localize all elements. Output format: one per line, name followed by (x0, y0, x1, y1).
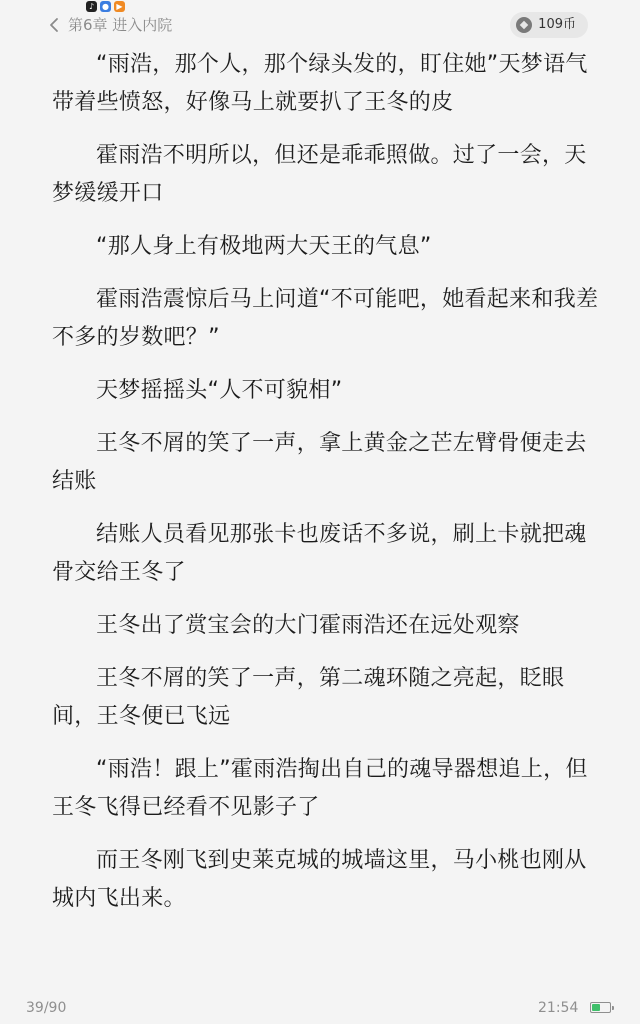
coin-icon (516, 17, 532, 33)
clock: 21:54 (538, 1000, 579, 1016)
battery-icon (590, 1002, 611, 1013)
reader-footer (0, 992, 640, 1024)
chapter-content[interactable] (52, 46, 600, 933)
page-indicator: 39/90 (26, 1000, 67, 1016)
paragraph: 而王冬刚飞到史莱克城的城墙这里，马小桃也刚从城内飞出来。 (52, 848, 587, 911)
chevron-left-icon (49, 17, 59, 33)
paragraph: “那人身上有极地两大天王的气息” (96, 234, 432, 259)
status-bar (0, 0, 640, 11)
tiktok-icon: ♪ (86, 1, 97, 12)
coin-balance: 109币 (538, 17, 576, 32)
back-button[interactable] (44, 14, 64, 36)
app-blue-icon: ● (100, 1, 111, 12)
app-orange-icon: ▶ (114, 1, 125, 12)
paragraph: 结账人员看见那张卡也废话不多说，刷上卡就把魂骨交给王冬了 (52, 522, 587, 585)
coin-balance-button[interactable] (510, 12, 588, 38)
paragraph: 天梦摇摇头“人不可貌相” (96, 378, 343, 403)
reader-header (0, 8, 640, 42)
paragraph: “雨浩！跟上”霍雨浩掏出自己的魂导器想追上，但王冬飞得已经看不见影子了 (52, 757, 588, 820)
chapter-title[interactable]: 第6章 进入内院 (68, 16, 173, 34)
battery-level-fill (592, 1004, 600, 1011)
paragraph: 王冬不屑的笑了一声，拿上黄金之芒左臂骨便走去结账 (52, 431, 587, 494)
paragraph: 霍雨浩不明所以，但还是乖乖照做。过了一会，天梦缓缓开口 (52, 143, 587, 206)
paragraph: “雨浩，那个人，那个绿头发的，盯住她”天梦语气带着些愤怒，好像马上就要扒了王冬的皮 (52, 52, 588, 115)
paragraph: 霍雨浩震惊后马上问道“不可能吧，她看起来和我差不多的岁数吧？” (52, 287, 599, 350)
paragraph: 王冬出了赏宝会的大门霍雨浩还在远处观察 (96, 613, 520, 638)
paragraph: 王冬不屑的笑了一声，第二魂环随之亮起，眨眼间，王冬便已飞远 (52, 666, 565, 729)
